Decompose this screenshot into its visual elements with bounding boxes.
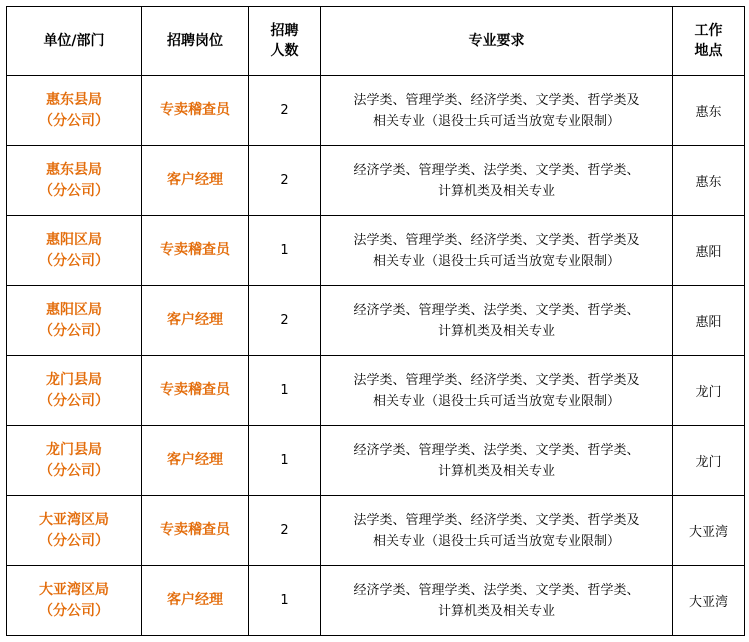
- table-row: [7, 76, 745, 146]
- header-row: [7, 7, 745, 76]
- header-count-line1: 招聘: [270, 23, 299, 39]
- major-line1: 经济学类、管理学类、法学类、文学类、哲学类、: [353, 582, 640, 598]
- header-post: 招聘岗位: [142, 7, 249, 76]
- count-cell: 2: [249, 496, 321, 566]
- major-line2: 相关专业（退役士兵可适当放宽专业限制）: [372, 253, 620, 269]
- post-cell: 客户经理: [142, 566, 249, 636]
- count-cell: 1: [249, 426, 321, 496]
- header-location-line2: 地点: [694, 43, 723, 59]
- unit-cell: [7, 426, 142, 496]
- location-cell: 龙门: [673, 426, 745, 496]
- major-cell: [321, 566, 673, 636]
- major-line1: 法学类、管理学类、经济学类、文学类、哲学类及: [353, 232, 640, 248]
- unit-cell: [7, 286, 142, 356]
- unit-suffix: （分公司）: [39, 462, 109, 479]
- post-cell: 专卖稽查员: [142, 496, 249, 566]
- location-cell: 惠阳: [673, 216, 745, 286]
- location-cell: 惠东: [673, 146, 745, 216]
- major-cell: [321, 426, 673, 496]
- unit-suffix: （分公司）: [39, 182, 109, 199]
- recruitment-table: [6, 6, 745, 636]
- count-cell: 2: [249, 146, 321, 216]
- table-row: [7, 496, 745, 566]
- count-cell: 2: [249, 76, 321, 146]
- location-cell: 大亚湾: [673, 496, 745, 566]
- location-cell: 惠阳: [673, 286, 745, 356]
- unit-suffix: （分公司）: [39, 532, 109, 549]
- unit-suffix: （分公司）: [39, 392, 109, 409]
- unit-cell: [7, 146, 142, 216]
- unit-name: 惠东县局: [46, 161, 102, 178]
- post-cell: 专卖稽查员: [142, 356, 249, 426]
- unit-suffix: （分公司）: [39, 322, 109, 339]
- major-line1: 经济学类、管理学类、法学类、文学类、哲学类、: [353, 442, 640, 458]
- table-row: [7, 286, 745, 356]
- header-count-line2: 人数: [270, 43, 299, 59]
- count-cell: 1: [249, 566, 321, 636]
- major-line1: 经济学类、管理学类、法学类、文学类、哲学类、: [353, 162, 640, 178]
- post-cell: 客户经理: [142, 146, 249, 216]
- table-row: [7, 566, 745, 636]
- location-cell: 大亚湾: [673, 566, 745, 636]
- major-cell: [321, 356, 673, 426]
- major-line2: 相关专业（退役士兵可适当放宽专业限制）: [372, 393, 620, 409]
- unit-name: 龙门县局: [46, 371, 102, 388]
- unit-cell: [7, 356, 142, 426]
- header-count: [249, 7, 321, 76]
- major-cell: [321, 496, 673, 566]
- major-cell: [321, 146, 673, 216]
- major-line1: 经济学类、管理学类、法学类、文学类、哲学类、: [353, 302, 640, 318]
- major-line2: 相关专业（退役士兵可适当放宽专业限制）: [372, 113, 620, 129]
- unit-suffix: （分公司）: [39, 112, 109, 129]
- major-line2: 计算机类及相关专业: [437, 463, 555, 479]
- unit-cell: [7, 76, 142, 146]
- post-cell: 客户经理: [142, 426, 249, 496]
- table-body: [7, 76, 745, 636]
- unit-cell: [7, 566, 142, 636]
- table-row: [7, 426, 745, 496]
- header-location-line1: 工作: [694, 23, 723, 39]
- unit-cell: [7, 496, 142, 566]
- unit-name: 大亚湾区局: [39, 511, 109, 528]
- location-cell: 惠东: [673, 76, 745, 146]
- major-line2: 计算机类及相关专业: [437, 603, 555, 619]
- major-line1: 法学类、管理学类、经济学类、文学类、哲学类及: [353, 92, 640, 108]
- post-cell: 客户经理: [142, 286, 249, 356]
- unit-name: 惠东县局: [46, 91, 102, 108]
- unit-name: 龙门县局: [46, 441, 102, 458]
- major-cell: [321, 216, 673, 286]
- major-line1: 法学类、管理学类、经济学类、文学类、哲学类及: [353, 372, 640, 388]
- post-cell: 专卖稽查员: [142, 76, 249, 146]
- unit-name: 惠阳区局: [46, 301, 102, 318]
- table-header: [7, 7, 745, 76]
- header-unit: 单位/部门: [7, 7, 142, 76]
- post-cell: 专卖稽查员: [142, 216, 249, 286]
- count-cell: 2: [249, 286, 321, 356]
- table-row: [7, 356, 745, 426]
- unit-name: 惠阳区局: [46, 231, 102, 248]
- count-cell: 1: [249, 216, 321, 286]
- unit-name: 大亚湾区局: [39, 581, 109, 598]
- location-cell: 龙门: [673, 356, 745, 426]
- unit-cell: [7, 216, 142, 286]
- major-line1: 法学类、管理学类、经济学类、文学类、哲学类及: [353, 512, 640, 528]
- count-cell: 1: [249, 356, 321, 426]
- table-row: [7, 216, 745, 286]
- unit-suffix: （分公司）: [39, 602, 109, 619]
- header-major: 专业要求: [321, 7, 673, 76]
- table-row: [7, 146, 745, 216]
- major-cell: [321, 286, 673, 356]
- major-line2: 计算机类及相关专业: [437, 323, 555, 339]
- major-line2: 相关专业（退役士兵可适当放宽专业限制）: [372, 533, 620, 549]
- unit-suffix: （分公司）: [39, 252, 109, 269]
- major-cell: [321, 76, 673, 146]
- header-location: [673, 7, 745, 76]
- major-line2: 计算机类及相关专业: [437, 183, 555, 199]
